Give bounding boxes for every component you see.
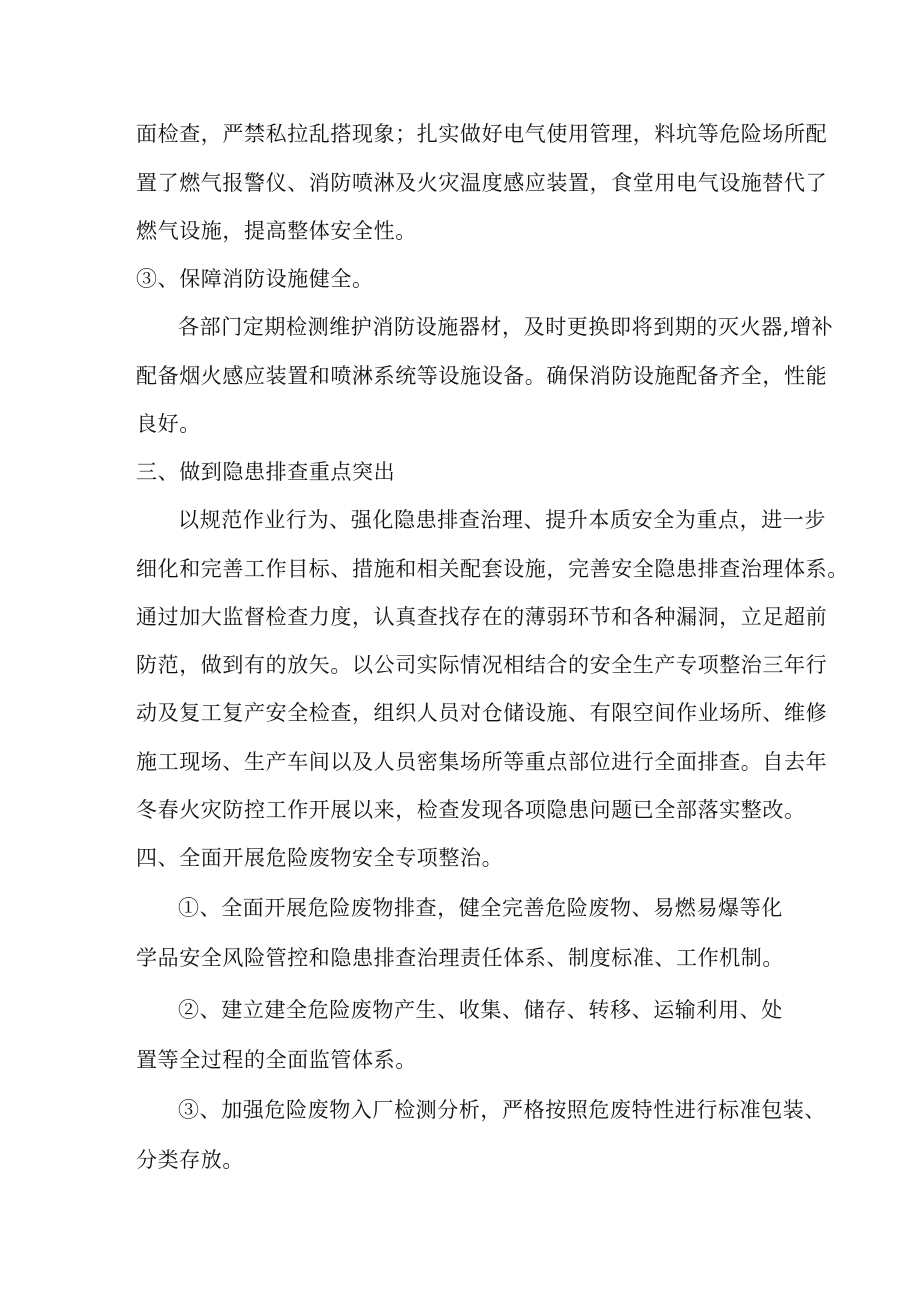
text-line: 通过加大监督检查力度，认真查找存在的薄弱环节和各种漏洞，立足超前 (136, 605, 828, 629)
text-line: 分类存放。 (136, 1148, 244, 1172)
text-line: 各部门定期检测维护消防设施器材，及时更换即将到期的灭火器,增补 (178, 315, 834, 339)
text-line: 配备烟火感应装置和喷淋系统等设施设备。确保消防设施配备齐全，性能 (136, 364, 828, 388)
text-line: 燃气设施，提高整体安全性。 (136, 219, 417, 243)
text-line: 以规范作业行为、强化隐患排查治理、提升本质安全为重点，进一步 (178, 508, 826, 532)
section-heading: 四、全面开展危险废物安全专项整治。 (136, 846, 504, 870)
text-line: 冬春火灾防控工作开展以来，检查发现各项隐患问题已全部落实整改。 (136, 798, 806, 822)
text-line: ③、加强危险废物入厂检测分析，严格按照危废特性进行标准包装、 (178, 1098, 826, 1122)
text-line: 置了燃气报警仪、消防喷淋及火灾温度感应装置，食堂用电气设施替代了 (136, 171, 828, 195)
text-line: 防范，做到有的放矢。以公司实际情况相结合的安全生产专项整治三年行 (136, 653, 828, 677)
text-line: 细化和完善工作目标、措施和相关配套设施，完善安全隐患排查治理体系。 (136, 557, 849, 581)
text-line: ①、全面开展危险废物排查，健全完善危险废物、易燃易爆等化 (178, 896, 783, 920)
text-line: ②、建立建全危险废物产生、收集、储存、转移、运输利用、处 (178, 998, 783, 1022)
section-heading: 三、做到隐患排查重点突出 (136, 460, 396, 484)
section-heading: ③、保障消防设施健全。 (136, 267, 374, 291)
text-line: 学品安全风险管控和隐患排查治理责任体系、制度标准、工作机制。 (136, 946, 784, 970)
text-line: 良好。 (136, 412, 201, 436)
text-line: 动及复工复产安全检查，组织人员对仓储设施、有限空间作业场所、维修 (136, 701, 828, 725)
text-line: 施工现场、生产车间以及人员密集场所等重点部位进行全面排查。自去年 (136, 750, 828, 774)
text-line: 面检查，严禁私拉乱搭现象；扎实做好电气使用管理，料坑等危险场所配 (136, 122, 828, 146)
text-line: 置等全过程的全面监管体系。 (136, 1048, 417, 1072)
